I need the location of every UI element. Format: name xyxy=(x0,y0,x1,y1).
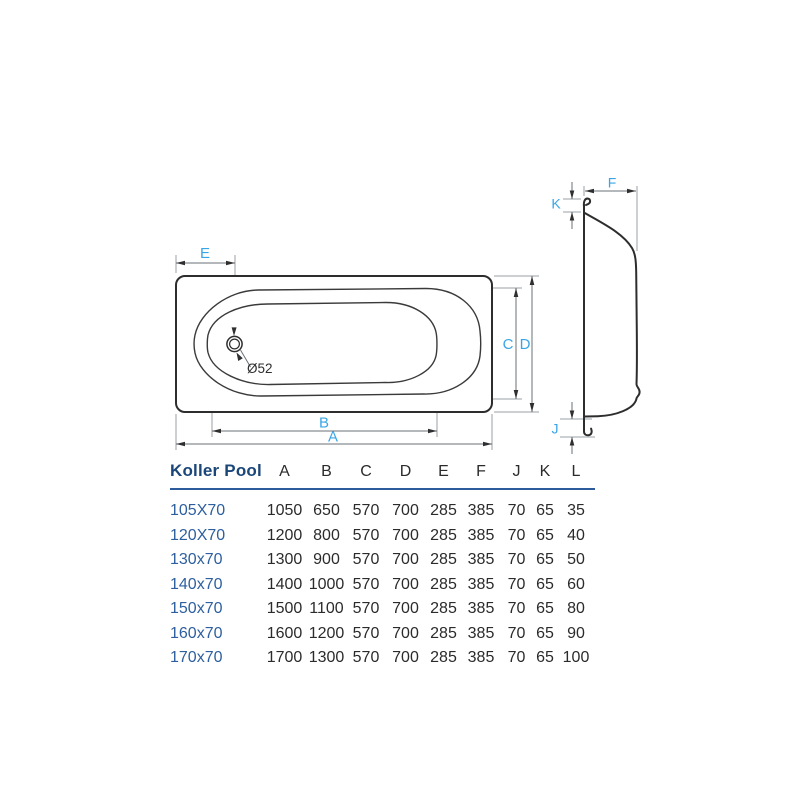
table-row xyxy=(170,489,595,524)
dimension-value: 1500 xyxy=(266,600,303,618)
dim-label-c: C xyxy=(502,336,514,353)
dimension-value: 570 xyxy=(352,575,380,593)
dimension-value: 900 xyxy=(313,551,340,569)
size-label: 105X70 xyxy=(170,502,226,520)
dimension-value: 70 xyxy=(507,600,526,618)
dimension-arrows-side-view xyxy=(570,189,636,446)
dimension-value: 285 xyxy=(430,551,457,569)
size-label: 160x70 xyxy=(170,624,223,642)
dimension-value: 1300 xyxy=(308,649,345,667)
table-row xyxy=(170,548,595,573)
drain-hole xyxy=(227,336,242,351)
dimension-value: 90 xyxy=(567,624,585,642)
dimension-value: 570 xyxy=(352,600,380,618)
dimension-value: 65 xyxy=(536,526,554,544)
dimension-value: 65 xyxy=(536,502,554,520)
dimension-value: 50 xyxy=(567,551,585,569)
dimension-value: 65 xyxy=(536,575,554,593)
dimension-value: 65 xyxy=(536,649,554,667)
column-header-f: F xyxy=(462,461,500,489)
size-table-body xyxy=(170,489,595,671)
dimension-value: 385 xyxy=(467,600,495,618)
dim-label-d: D xyxy=(519,336,531,353)
dim-label-k: K xyxy=(551,195,561,212)
dimension-value: 285 xyxy=(430,575,457,593)
column-header-c: C xyxy=(346,461,386,489)
dimension-value: 800 xyxy=(313,526,340,544)
dimension-value: 1400 xyxy=(266,575,303,593)
dimension-value: 570 xyxy=(352,624,380,642)
side-view xyxy=(551,175,639,455)
dimension-lines-side-view xyxy=(572,182,636,454)
dimension-value: 285 xyxy=(430,526,457,544)
table-header-row xyxy=(170,461,595,489)
column-header-b: B xyxy=(307,461,346,489)
size-label: 140x70 xyxy=(170,575,223,593)
dimension-value: 40 xyxy=(567,526,585,544)
dimension-value: 65 xyxy=(536,551,554,569)
dimension-value: 70 xyxy=(507,551,526,569)
dimension-value: 100 xyxy=(562,649,590,667)
dimension-value: 1300 xyxy=(266,551,303,569)
dimension-value: 1200 xyxy=(308,624,345,642)
table-row xyxy=(170,573,595,598)
dimension-value: 570 xyxy=(352,551,380,569)
table-row xyxy=(170,597,595,622)
column-header-j: J xyxy=(500,461,533,489)
size-table xyxy=(170,461,595,671)
dimension-value: 70 xyxy=(507,624,526,642)
column-header-l: L xyxy=(557,461,595,489)
dim-label-b: B xyxy=(318,414,330,432)
table-row xyxy=(170,622,595,647)
dimension-value: 70 xyxy=(507,526,526,544)
dimension-value: 570 xyxy=(352,502,380,520)
column-header-k: K xyxy=(533,461,557,489)
dim-label-a: A xyxy=(327,428,339,446)
tub-side-profile xyxy=(584,199,640,436)
dimension-value: 385 xyxy=(467,551,495,569)
top-view xyxy=(176,245,539,450)
dimension-value: 700 xyxy=(392,526,419,544)
dimension-value: 385 xyxy=(467,502,495,520)
dimension-value: 285 xyxy=(430,600,457,618)
dimension-value: 1200 xyxy=(266,526,303,544)
dimension-value: 65 xyxy=(536,600,554,618)
table-row xyxy=(170,646,595,671)
dimension-value: 1000 xyxy=(308,575,345,593)
dimension-value: 650 xyxy=(313,502,340,520)
dimension-table-container xyxy=(170,461,595,671)
column-header-d: D xyxy=(386,461,425,489)
dimension-value: 70 xyxy=(507,502,526,520)
column-header-e: E xyxy=(425,461,462,489)
dimension-value: 70 xyxy=(507,649,526,667)
dim-label-e: E xyxy=(199,245,211,262)
dimension-value: 285 xyxy=(430,649,457,667)
size-label: 120X70 xyxy=(170,526,226,544)
dimension-value: 60 xyxy=(567,575,585,593)
dimension-value: 35 xyxy=(567,502,585,520)
table-row xyxy=(170,524,595,549)
dimension-value: 700 xyxy=(392,649,419,667)
dimension-value: 285 xyxy=(430,624,457,642)
size-label: 170x70 xyxy=(170,649,223,667)
dimension-value: 385 xyxy=(467,624,495,642)
column-header-a: A xyxy=(262,461,307,489)
dimension-value: 385 xyxy=(467,526,495,544)
dimension-value: 700 xyxy=(392,575,419,593)
drain-diameter-label: Ø52 xyxy=(247,361,273,376)
dimension-value: 700 xyxy=(392,551,419,569)
dimension-value: 385 xyxy=(467,649,495,667)
dimension-value: 700 xyxy=(392,502,419,520)
size-label: 130x70 xyxy=(170,551,223,569)
dimension-value: 700 xyxy=(392,600,419,618)
dimension-value: 285 xyxy=(430,502,457,520)
dim-label-j: J xyxy=(551,420,559,437)
dim-label-f: F xyxy=(607,174,617,191)
size-label: 150x70 xyxy=(170,600,223,618)
dimension-value: 385 xyxy=(467,575,495,593)
dimension-value: 700 xyxy=(392,624,419,642)
table-title: Koller Pool xyxy=(170,461,262,489)
dimension-value: 1050 xyxy=(266,502,303,520)
dimension-value: 570 xyxy=(352,649,380,667)
dimension-value: 1600 xyxy=(266,624,303,642)
dimension-value: 70 xyxy=(507,575,526,593)
dimension-value: 1100 xyxy=(309,600,344,618)
dimension-value: 80 xyxy=(567,600,585,618)
dimension-value: 65 xyxy=(536,624,554,642)
dimension-value: 1700 xyxy=(266,649,303,667)
dimension-value: 570 xyxy=(352,526,380,544)
